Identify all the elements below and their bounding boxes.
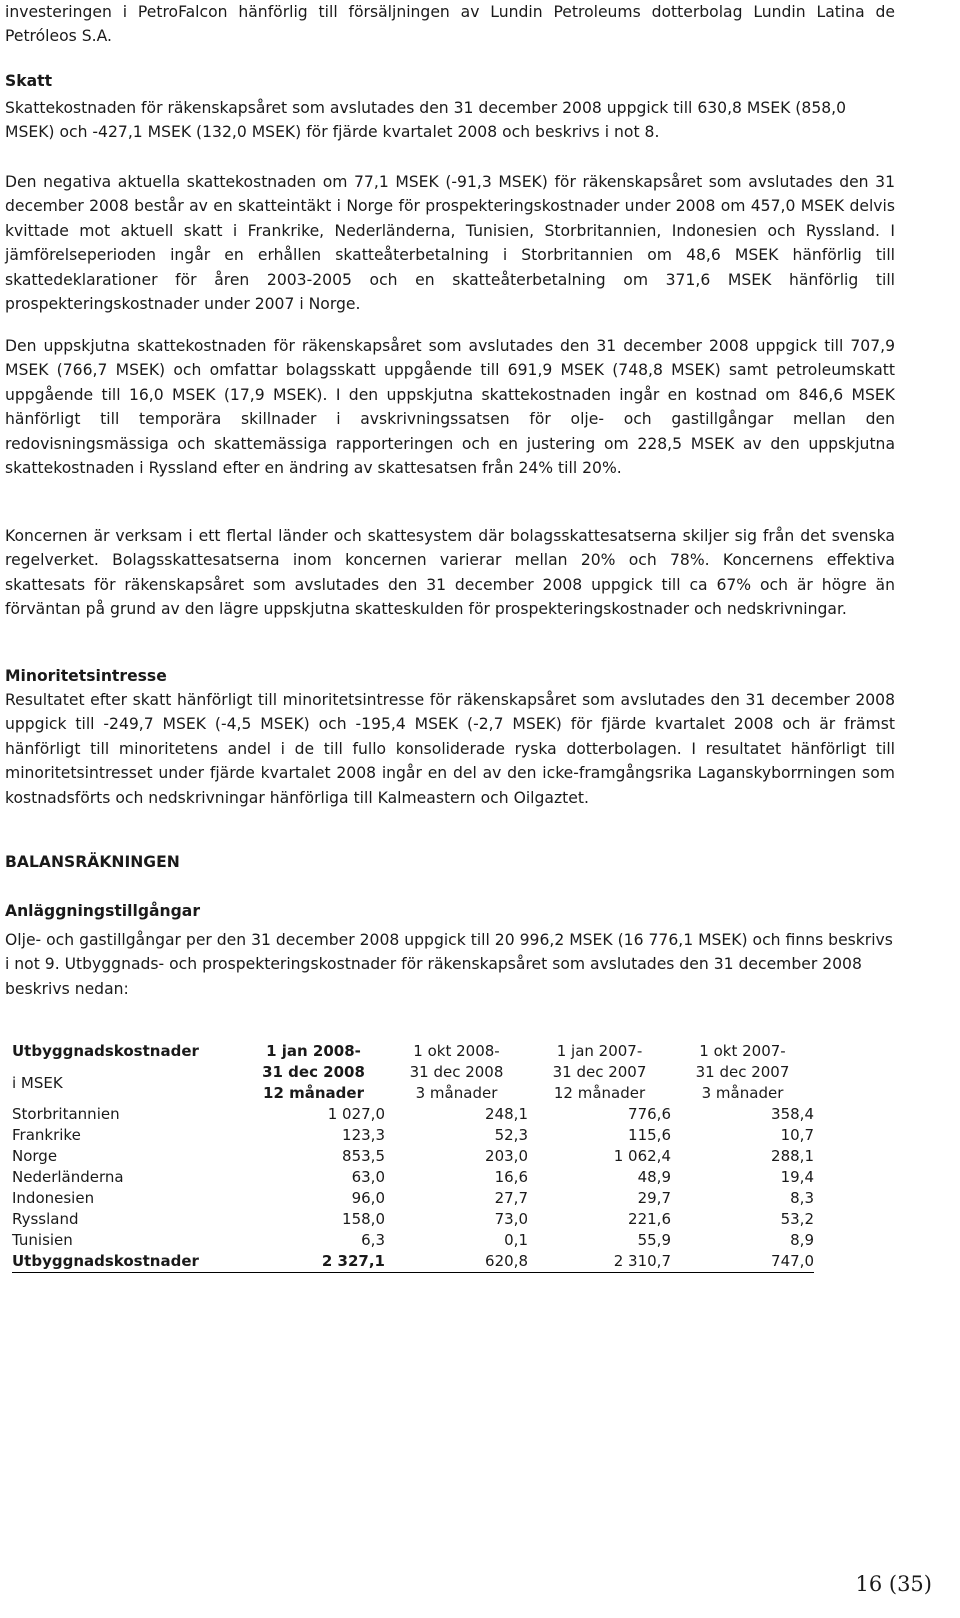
row-value: 48,9 <box>637 1168 671 1186</box>
heading-balansrakningen: BALANSRÄKNINGEN <box>5 853 180 871</box>
total-value: 620,8 <box>385 1251 528 1273</box>
row-value: 52,3 <box>494 1126 528 1144</box>
table-row <box>12 1230 814 1251</box>
utbyggnadskostnader-table <box>12 1041 814 1273</box>
col-header-l3: 12 månader <box>263 1084 364 1102</box>
col-header-l2: 31 dec 2007 <box>552 1063 647 1081</box>
row-value: 115,6 <box>628 1126 671 1144</box>
heading-minoritetsintresse: Minoritetsintresse <box>5 667 167 685</box>
row-value: 358,4 <box>771 1105 814 1123</box>
col-header-l2: 31 dec 2007 <box>695 1063 790 1081</box>
table-row <box>12 1104 814 1125</box>
col-header-l3: 12 månader <box>553 1084 646 1102</box>
row-value: 288,1 <box>771 1147 814 1165</box>
table-header-row-3 <box>12 1083 814 1104</box>
col-header-l2: 31 dec 2008 <box>262 1063 365 1081</box>
row-value: 853,5 <box>342 1147 385 1165</box>
col-header-l3: 3 månader <box>415 1084 498 1102</box>
skatt-paragraph-2: Den negativa aktuella skattekostnaden om 77,1 MSEK (-91,3 MSEK) för räkenskapsåret som avslutades den 31 december 2008 består av en skatteintäkt i Norge för prospekteringskostnader under 2008 om 457,0 MSEK delvis kvittade mot aktuell skatt i Frankrike, Nederländerna, Tunisien, Storbritannien, Indonesien och Ryssland. I jämförelseperioden ingår en erhållen skatteåterbetalning i Storbritannien om 48,6 MSEK hänförlig till skattedeklarationer för åren 2003-2005 och en skatteåterbetalning om 371,6 MSEK hänförlig till prospekteringskostnader under 2007 i Norge. <box>5 173 895 314</box>
row-label: Ryssland <box>12 1210 79 1228</box>
row-value: 776,6 <box>628 1105 671 1123</box>
total-value: 747,0 <box>671 1251 814 1273</box>
row-value: 6,3 <box>361 1231 385 1249</box>
row-value: 158,0 <box>342 1210 385 1228</box>
row-value: 221,6 <box>628 1210 671 1228</box>
balans-paragraph: Olje- och gastillgångar per den 31 december 2008 uppgick till 20 996,2 MSEK (16 776,1 MSEK) och finns beskrivs i not 9. Utbyggnads- och prospekteringskostnader för räkenskapsåret som avslutades den 31 december 2008 beskrivs nedan: <box>5 931 893 998</box>
row-label: Tunisien <box>12 1231 73 1249</box>
table-header-row-1 <box>12 1041 814 1062</box>
row-value: 8,9 <box>790 1231 814 1249</box>
row-value: 55,9 <box>637 1231 671 1249</box>
table-title: Utbyggnadskostnader <box>12 1042 199 1060</box>
row-value: 53,2 <box>780 1210 814 1228</box>
row-value: 16,6 <box>494 1168 528 1186</box>
row-value: 203,0 <box>485 1147 528 1165</box>
row-value: 123,3 <box>342 1126 385 1144</box>
col-header-l1: 1 jan 2008- <box>266 1042 361 1060</box>
table-row <box>12 1188 814 1209</box>
row-label: Indonesien <box>12 1189 95 1207</box>
heading-skatt: Skatt <box>5 72 53 90</box>
col-header-l1: 1 jan 2007- <box>556 1042 643 1060</box>
total-label: Utbyggnadskostnader <box>12 1251 242 1273</box>
table-row <box>12 1125 814 1146</box>
row-value: 19,4 <box>780 1168 814 1186</box>
row-value: 1 027,0 <box>327 1105 385 1123</box>
table-row <box>12 1167 814 1188</box>
row-label: Nederländerna <box>12 1168 124 1186</box>
col-header-l1: 1 okt 2008- <box>413 1042 500 1060</box>
row-value: 27,7 <box>494 1189 528 1207</box>
minoritet-paragraph: Resultatet efter skatt hänförligt till minoritetsintresse för räkenskapsåret som avslutades den 31 december 2008 uppgick till -249,7 MSEK (-4,5 MSEK) och -195,4 MSEK (-2,7 MSEK) för fjärde kvartalet 2008 och är främst hänförligt till minoritetens andel i de till fullo konsoliderade ryska dotterbolagen. I resultatet hänförligt till minoritetsintresset under fjärde kvartalet 2008 ingår en del av den icke-framgångsrika Laganskyborrningen som kostnadsförts och nedskrivningar hänförliga till Kalmeastern och Oilgaztet. <box>5 691 895 807</box>
row-value: 63,0 <box>351 1168 385 1186</box>
row-value: 248,1 <box>485 1105 528 1123</box>
skatt-paragraph-4: Koncernen är verksam i ett flertal länder och skattesystem där bolagsskattesatserna skiljer sig från det svenska regelverket. Bolagsskattesatserna inom koncernen varierar mellan 20% och 78%. Koncernens effektiva skattesats för räkenskapsåret som avslutades den 31 december 2008 uppgick till ca 67% och är högre än förväntan på grund av den lägre uppskjutna skatteskulden för prospekteringskostnader och nedskrivningar. <box>5 527 895 619</box>
skatt-paragraph-3: Den uppskjutna skattekostnaden för räkenskapsåret som avslutades den 31 december 2008 uppgick till 707,9 MSEK (766,7 MSEK) och omfattar bolagsskatt uppgående till 691,9 MSEK (748,8 MSEK) samt petroleumskatt uppgående till 16,0 MSEK (17,9 MSEK). I den uppskjutna skattekostnaden ingår en kostnad om 846,6 MSEK hänförligt till temporära skillnader i avskrivningssatsen för olje- och gastillgångar mellan den redovisningsmässiga och skattemässiga rapporteringen och en justering om 228,5 MSEK av den uppskjutna skattekostnaden i Ryssland efter en ändring av skattesatsen från 24% till 20%. <box>5 337 895 478</box>
row-label: Norge <box>12 1147 58 1165</box>
skatt-paragraph-1: Skattekostnaden för räkenskapsåret som avslutades den 31 december 2008 uppgick till 630,8 MSEK (858,0 MSEK) och -427,1 MSEK (132,0 MSEK) för fjärde kvartalet 2008 och beskrivs i not 8. <box>5 99 847 142</box>
intro-paragraph: investeringen i PetroFalcon hänförlig till försäljningen av Lundin Petroleums dotterbolag Lundin Latina de Petróleos S.A. <box>5 3 895 46</box>
page-number: 16 (35) <box>855 1572 932 1596</box>
row-value: 29,7 <box>637 1189 671 1207</box>
table-unit: i MSEK <box>12 1074 63 1092</box>
col-header-l2: 31 dec 2008 <box>409 1063 504 1081</box>
col-header-l1: 1 okt 2007- <box>699 1042 786 1060</box>
row-value: 8,3 <box>790 1189 814 1207</box>
row-value: 73,0 <box>494 1210 528 1228</box>
total-value: 2 327,1 <box>242 1251 385 1273</box>
row-label: Frankrike <box>12 1126 81 1144</box>
heading-anlaggningstillgangar: Anläggningstillgångar <box>5 902 201 920</box>
row-value: 1 062,4 <box>613 1147 671 1165</box>
total-value: 2 310,7 <box>528 1251 671 1273</box>
table-row <box>12 1146 814 1167</box>
row-value: 0,1 <box>504 1231 528 1249</box>
row-value: 10,7 <box>780 1126 814 1144</box>
table-row <box>12 1209 814 1230</box>
row-label: Storbritannien <box>12 1105 120 1123</box>
table-total-row <box>12 1251 814 1273</box>
row-value: 96,0 <box>351 1189 385 1207</box>
col-header-l3: 3 månader <box>701 1084 784 1102</box>
